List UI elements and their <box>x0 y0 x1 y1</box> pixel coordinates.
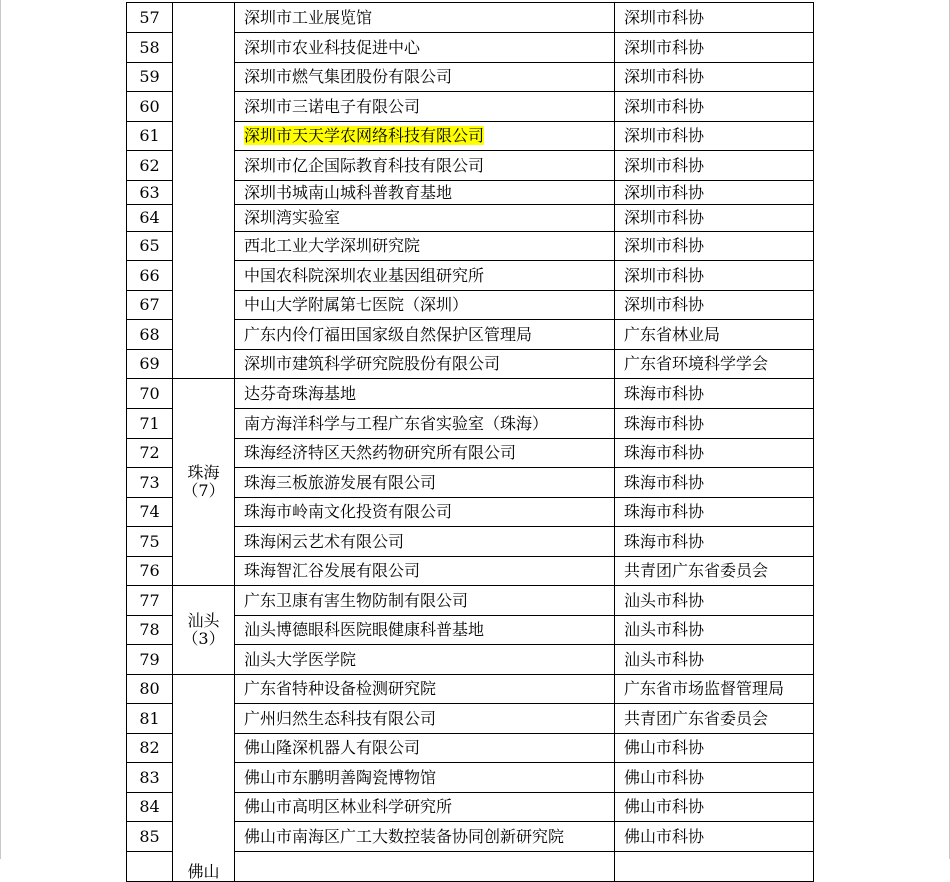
organization-name: 佛山市高明区林业科学研究所 <box>235 793 615 822</box>
row-number: 60 <box>127 92 173 122</box>
organization-name: 西北工业大学深圳研究院 <box>235 232 615 261</box>
row-number: 75 <box>127 527 173 557</box>
recommending-unit: 深圳市科协 <box>615 33 814 63</box>
recommending-unit: 珠海市科协 <box>615 379 814 409</box>
row-number: 70 <box>127 379 173 409</box>
organization-name: 广东卫康有害生物防制有限公司 <box>235 586 615 616</box>
recommending-unit: 珠海市科协 <box>615 527 814 557</box>
row-number: 64 <box>127 205 173 232</box>
organization-name: 广州归然生态科技有限公司 <box>235 704 615 734</box>
organization-name: 珠海市岭南文化投资有限公司 <box>235 498 615 527</box>
recommending-unit: 佛山市科协 <box>615 763 814 793</box>
row-number: 78 <box>127 616 173 645</box>
organization-name: 深圳市农业科技促进中心 <box>235 33 615 63</box>
recommending-unit <box>615 852 814 882</box>
recommending-unit: 广东省市场监督管理局 <box>615 675 814 704</box>
organization-name: 汕头博德眼科医院眼健康科普基地 <box>235 616 615 645</box>
recommending-unit: 汕头市科协 <box>615 586 814 616</box>
recommending-unit: 佛山市科协 <box>615 734 814 763</box>
recommending-unit: 深圳市科协 <box>615 205 814 232</box>
table-row <box>127 586 814 616</box>
recommending-unit: 深圳市科协 <box>615 92 814 122</box>
region-name: 珠海 <box>187 463 220 482</box>
recommending-unit: 深圳市科协 <box>615 261 814 291</box>
organization-name: 深圳市亿企国际教育科技有限公司 <box>235 151 615 181</box>
row-number: 58 <box>127 33 173 63</box>
organization-name: 佛山隆深机器人有限公司 <box>235 734 615 763</box>
organization-name: 广东省特种设备检测研究院 <box>235 675 615 704</box>
row-number: 65 <box>127 232 173 261</box>
recommending-unit: 佛山市科协 <box>615 793 814 822</box>
organization-name <box>235 852 615 882</box>
organization-name: 深圳市燃气集团股份有限公司 <box>235 63 615 92</box>
recommending-unit: 佛山市科协 <box>615 822 814 852</box>
organization-name: 珠海智汇谷发展有限公司 <box>235 557 615 586</box>
row-number: 74 <box>127 498 173 527</box>
organization-name: 达芬奇珠海基地 <box>235 379 615 409</box>
recommending-unit: 珠海市科协 <box>615 468 814 498</box>
table-row <box>127 379 814 409</box>
row-number: 66 <box>127 261 173 291</box>
organization-name: 南方海洋科学与工程广东省实验室（珠海） <box>235 409 615 439</box>
recommending-unit: 珠海市科协 <box>615 439 814 468</box>
row-number: 63 <box>127 181 173 205</box>
row-number <box>127 852 173 882</box>
organization-name: 深圳湾实验室 <box>235 205 615 232</box>
region-name: 佛山 <box>187 862 220 881</box>
table-row <box>127 3 814 33</box>
row-number: 62 <box>127 151 173 181</box>
row-number: 61 <box>127 122 173 151</box>
recommending-unit: 深圳市科协 <box>615 232 814 261</box>
organization-name: 深圳市工业展览馆 <box>235 3 615 33</box>
organization-name: 珠海闲云艺术有限公司 <box>235 527 615 557</box>
organization-table <box>126 2 814 882</box>
row-number: 72 <box>127 439 173 468</box>
row-number: 77 <box>127 586 173 616</box>
organization-name: 汕头大学医学院 <box>235 645 615 675</box>
row-number: 67 <box>127 291 173 320</box>
recommending-unit: 珠海市科协 <box>615 409 814 439</box>
recommending-unit: 深圳市科协 <box>615 151 814 181</box>
organization-name: 深圳书城南山城科普教育基地 <box>235 181 615 205</box>
row-number: 84 <box>127 793 173 822</box>
region-count: （7） <box>182 481 225 500</box>
row-number: 73 <box>127 468 173 498</box>
organization-name: 中山大学附属第七医院（深圳） <box>235 291 615 320</box>
recommending-unit: 深圳市科协 <box>615 291 814 320</box>
row-number: 80 <box>127 675 173 704</box>
row-number: 59 <box>127 63 173 92</box>
region-cell-shenzhen <box>173 3 235 379</box>
recommending-unit: 深圳市科协 <box>615 181 814 205</box>
row-number: 69 <box>127 350 173 379</box>
organization-name <box>235 122 615 151</box>
table-row <box>127 675 814 704</box>
page-edge-left <box>0 0 1 859</box>
organization-name: 深圳市建筑科学研究院股份有限公司 <box>235 350 615 379</box>
row-number: 81 <box>127 704 173 734</box>
recommending-unit: 深圳市科协 <box>615 122 814 151</box>
row-number: 85 <box>127 822 173 852</box>
region-cell-shantou <box>173 586 235 675</box>
recommending-unit: 广东省林业局 <box>615 320 814 350</box>
row-number: 68 <box>127 320 173 350</box>
row-number: 57 <box>127 3 173 33</box>
organization-name: 中国农科院深圳农业基因组研究所 <box>235 261 615 291</box>
organization-name: 佛山市南海区广工大数控装备协同创新研究院 <box>235 822 615 852</box>
organization-name: 深圳市三诺电子有限公司 <box>235 92 615 122</box>
organization-name: 珠海经济特区天然药物研究所有限公司 <box>235 439 615 468</box>
highlighted-text: 深圳市天天学农网络科技有限公司 <box>244 126 485 145</box>
region-cell-foshan <box>173 675 235 882</box>
recommending-unit: 共青团广东省委员会 <box>615 557 814 586</box>
recommending-unit: 共青团广东省委员会 <box>615 704 814 734</box>
organization-name: 广东内伶仃福田国家级自然保护区管理局 <box>235 320 615 350</box>
recommending-unit: 汕头市科协 <box>615 616 814 645</box>
row-number: 76 <box>127 557 173 586</box>
organization-name: 佛山市东鹏明善陶瓷博物馆 <box>235 763 615 793</box>
region-cell-zhuhai <box>173 379 235 586</box>
row-number: 79 <box>127 645 173 675</box>
organization-name: 珠海三板旅游发展有限公司 <box>235 468 615 498</box>
region-count: （3） <box>182 629 225 648</box>
recommending-unit: 广东省环境科学学会 <box>615 350 814 379</box>
recommending-unit: 汕头市科协 <box>615 645 814 675</box>
recommending-unit: 深圳市科协 <box>615 3 814 33</box>
row-number: 83 <box>127 763 173 793</box>
row-number: 71 <box>127 409 173 439</box>
recommending-unit: 珠海市科协 <box>615 498 814 527</box>
recommending-unit: 深圳市科协 <box>615 63 814 92</box>
row-number: 82 <box>127 734 173 763</box>
region-name: 汕头 <box>187 611 220 630</box>
